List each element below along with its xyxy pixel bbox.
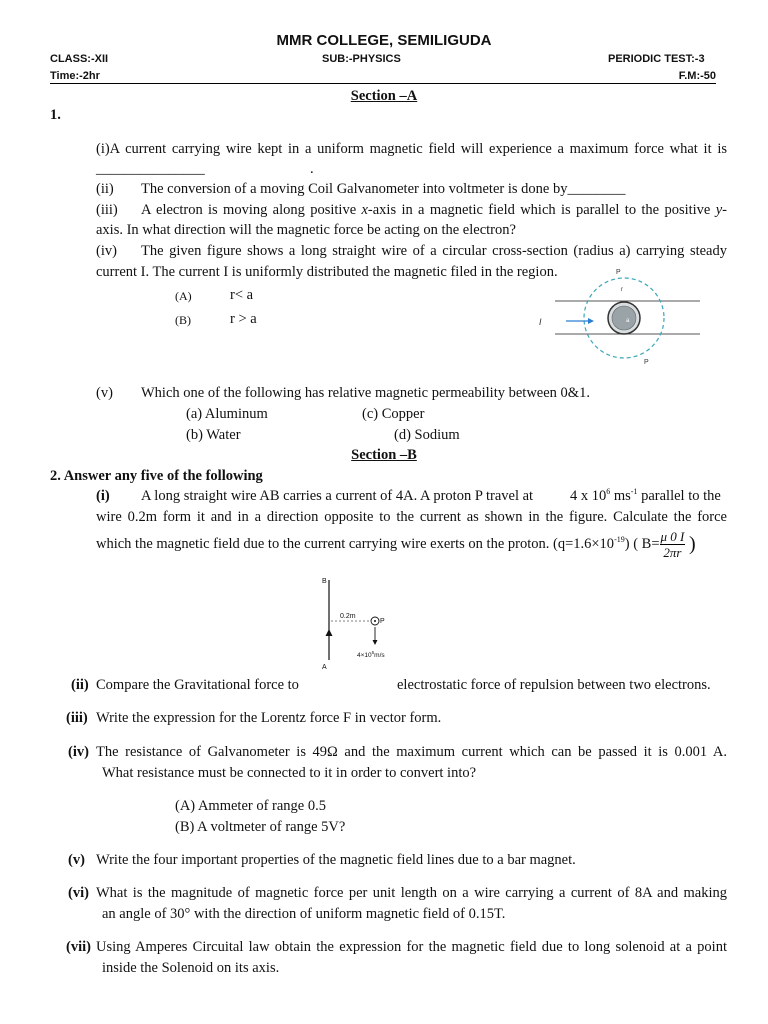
- q2-iv-option-a: (A) Ammeter of range 0.5: [175, 798, 326, 814]
- q2-iv-line1: The resistance of Galvanometer is 49Ω and the maximum current which can be passed it is 0.001 A.: [96, 744, 727, 760]
- q1-ii-number: (ii): [96, 181, 114, 197]
- q1-i-text: (i)A current carrying wire kept in a uniform magnetic field will experience a maximum force what it is: [96, 141, 727, 157]
- q1-iii-number: (iii): [96, 202, 118, 218]
- question-2-instruction: 2. Answer any five of the following: [50, 468, 263, 484]
- fig-top-label: P: [616, 269, 621, 276]
- q1-iii-line2: axis. In what direction will the magnetic force be acting on the electron?: [96, 222, 516, 238]
- subject-label: SUB:-PHYSICS: [322, 53, 401, 65]
- q1-v-option-b: (b) Water: [186, 427, 241, 443]
- q2-i-line2: wire 0.2m form it and in a direction opposite to the current as shown in the figure. Calculate the force: [96, 509, 727, 525]
- q1-i-dot: .: [310, 161, 314, 177]
- q2-iii-text: Write the expression for the Lorentz force F in vector form.: [96, 710, 442, 726]
- q1-iv-number: (iv): [96, 243, 117, 259]
- fig-radius-label: r: [621, 287, 623, 293]
- test-label: PERIODIC TEST:-3: [608, 53, 705, 65]
- fig-distance-label: 0.2m: [340, 613, 356, 620]
- q1-iv-line1: The given figure shows a long straight wire of a circular cross-section (radius a) carrying steady: [141, 243, 727, 259]
- q2-vi-number: (vi): [68, 885, 89, 901]
- q1-iv-option-b-text: r > a: [230, 311, 257, 327]
- q2-i-number: (i): [96, 488, 110, 504]
- time-label: Time:-2hr: [50, 70, 100, 82]
- q2-v-text: Write the four important properties of the magnetic field lines due to a bar magnet.: [96, 852, 576, 868]
- q2-vii-line1: Using Amperes Circuital law obtain the expression for the magnetic field due to long solenoid at a point: [96, 939, 727, 955]
- question-1-number: 1.: [50, 107, 61, 123]
- q2-iv-number: (iv): [68, 744, 89, 760]
- wire-ab-figure: [315, 574, 405, 672]
- header-divider: [50, 83, 716, 84]
- q2-vii-number: (vii): [66, 939, 91, 955]
- fig-current-label: I: [539, 317, 542, 327]
- q1-v-option-d: (d) Sodium: [394, 427, 460, 443]
- magnetic-field-formula: $\frac{\mu 0 I}{2\pi r}$: [660, 529, 685, 560]
- q1-v-option-c: (c) Copper: [362, 406, 425, 422]
- fig-proton-label: P: [380, 618, 385, 625]
- fig-b-label: B: [322, 578, 327, 585]
- fig-inner-label: a: [626, 318, 630, 324]
- q1-v-number: (v): [96, 385, 113, 401]
- full-marks-label: F.M:-50: [678, 70, 716, 82]
- q1-v-option-a: (a) Aluminum: [186, 406, 268, 422]
- q1-i-blank: _______________: [96, 161, 205, 177]
- q2-vii-line2: inside the Solenoid on its axis.: [102, 960, 280, 976]
- fig-a-label: A: [322, 664, 327, 671]
- q2-iv-option-b: (B) A voltmeter of range 5V?: [175, 819, 346, 835]
- q1-iv-line2: current I. The current I is uniformly distributed the magnetic filed in the region.: [96, 264, 558, 280]
- q2-ii-number: (ii): [71, 677, 89, 693]
- q1-v-text: Which one of the following has relative magnetic permeability between 0&1.: [141, 385, 590, 401]
- q2-i-line3: which the magnetic field due to the current carrying wire exerts on the proton. $(q=1.6\times 10^{-19})$ ( B= $\frac{\mu 0 I}{2\pi r}$ ): [96, 529, 696, 560]
- q1-iv-option-b-label: (B): [175, 313, 191, 327]
- q1-iii-line1: A electron is moving along positive x-axis in a magnetic field which is parallel to the positive y-: [141, 202, 727, 218]
- q1-ii-text: The conversion of a moving Coil Galvanometer into voltmeter is done by________: [141, 181, 626, 197]
- q2-vi-line1: What is the magnitude of magnetic force per unit length on a wire carrying a current of 8A and making: [96, 885, 727, 901]
- fig-bottom-label: P: [644, 359, 649, 366]
- wire-cross-section-figure: [530, 268, 730, 368]
- q2-ii-text-a: Compare the Gravitational force to: [96, 677, 299, 693]
- q2-i-line1-b: 4 x $10^6$ $ms^{-1}$ parallel to the: [570, 487, 721, 504]
- class-label: CLASS:-XII: [50, 53, 109, 65]
- q2-vi-line2: an angle of 30° with the direction of uniform magnetic field of 0.15T.: [102, 906, 506, 922]
- section-a-heading: Section –A: [350, 88, 418, 104]
- college-title: MMR COLLEGE, SEMILIGUDA: [276, 32, 492, 49]
- q2-iii-number: (iii): [66, 710, 88, 726]
- q1-iv-option-a-text: r< a: [230, 287, 254, 303]
- q1-iv-option-a-label: (A): [175, 289, 192, 303]
- q2-v-number: (v): [68, 852, 85, 868]
- fig-speed-label: $4\times 10^6m/s$: [357, 650, 385, 659]
- q2-iv-line2: What resistance must be connected to it in order to convert into?: [102, 765, 477, 781]
- section-b-heading: Section –B: [351, 447, 417, 463]
- q2-ii-text-b: electrostatic force of repulsion between two electrons.: [397, 677, 711, 693]
- q2-i-line1-a: A long straight wire AB carries a current of 4A. A proton P travel at: [141, 488, 534, 504]
